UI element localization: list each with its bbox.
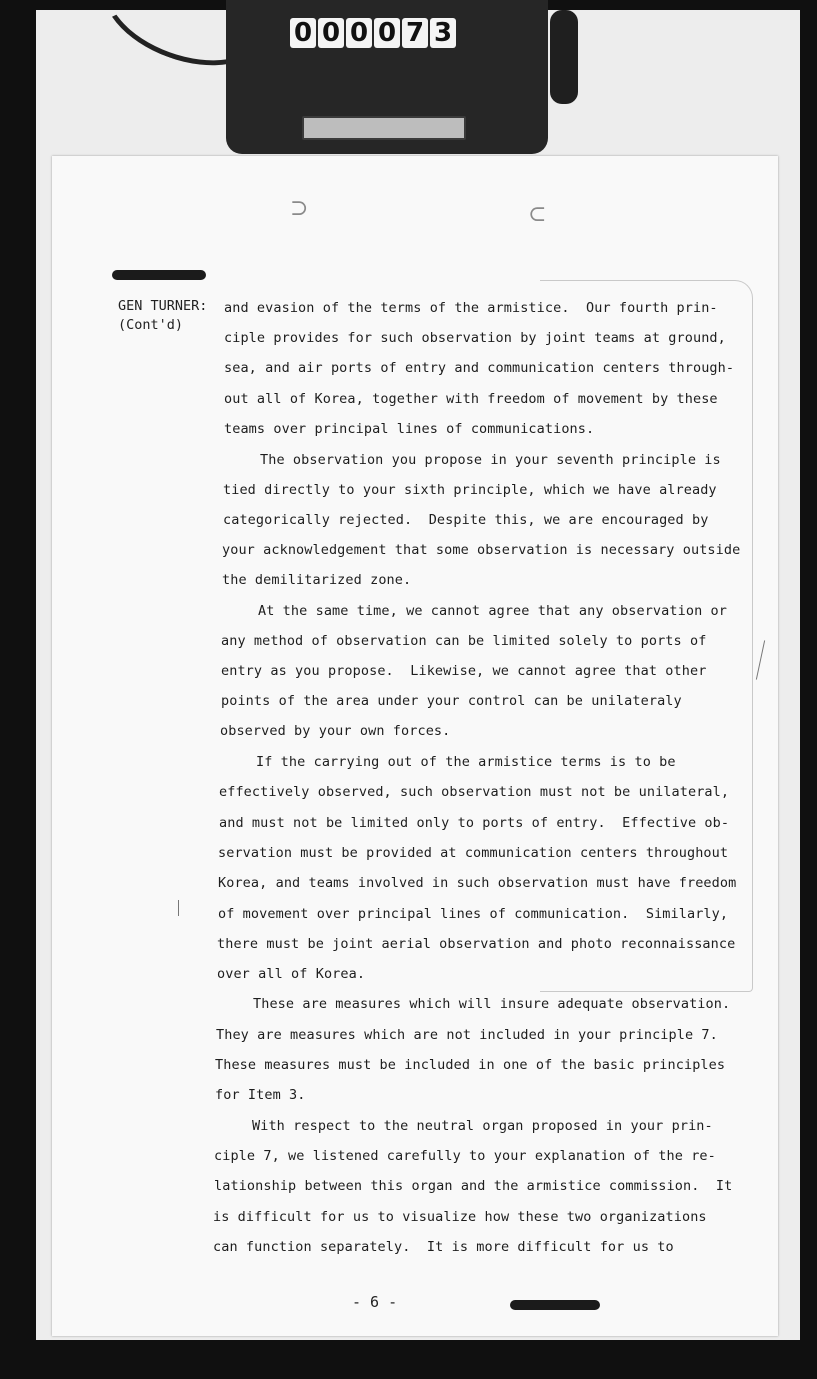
text-line: With respect to the neutral organ proposed in your prin- (252, 1118, 713, 1134)
text-line: your acknowledgement that some observation is necessary outside (222, 542, 741, 558)
text-line: the demilitarized zone. (222, 572, 412, 588)
text-line: is difficult for us to visualize how these two organizations (213, 1209, 707, 1225)
frame-counter (290, 18, 456, 48)
text-line: teams over principal lines of communications. (224, 421, 595, 437)
text-line: At the same time, we cannot agree that any observation or (258, 603, 727, 619)
text-line: They are measures which are not included in your principle 7. (216, 1027, 718, 1043)
counter-digit: 7 (402, 18, 428, 48)
text-line: ciple provides for such observation by joint teams at ground, (224, 330, 726, 346)
text-line: can function separately. It is more difficult for us to (213, 1239, 674, 1255)
counter-digit: 0 (290, 18, 316, 48)
text-line: effectively observed, such observation must not be unilateral, (219, 784, 730, 800)
counter-digit: 0 (346, 18, 372, 48)
text-line: servation must be provided at communication centers throughout (218, 845, 729, 861)
text-line: and evasion of the terms of the armistice. Our fourth prin- (224, 300, 718, 316)
text-line: for Item 3. (215, 1087, 306, 1103)
text-line: and must not be limited only to ports of entry. Effective ob- (219, 815, 730, 831)
text-line: of movement over principal lines of communication. Similarly, (218, 906, 729, 922)
text-line: there must be joint aerial observation and photo reconnaissance (217, 936, 736, 952)
text-line: These are measures which will insure adequate observation. (253, 996, 731, 1012)
text-line: sea, and air ports of entry and communication centers through- (224, 360, 735, 376)
counter-knob (550, 10, 578, 104)
counter-slot (302, 116, 466, 140)
counter-digit: 3 (430, 18, 456, 48)
text-line: out all of Korea, together with freedom of movement by these (224, 391, 718, 407)
redaction-bar (510, 1300, 600, 1310)
page-number: - 6 - (352, 1293, 398, 1311)
counter-digit: 0 (318, 18, 344, 48)
text-line: lationship between this organ and the armistice commission. It (214, 1178, 733, 1194)
counter-digit: 0 (374, 18, 400, 48)
text-line: points of the area under your control can be unilateraly (221, 693, 682, 709)
text-line: These measures must be included in one of the basic principles (215, 1057, 726, 1073)
margin-pencil-mark (178, 900, 179, 916)
speaker-label (118, 297, 207, 335)
text-line: any method of observation can be limited solely to ports of (221, 633, 707, 649)
text-line: Korea, and teams involved in such observation must have freedom (218, 875, 737, 891)
speaker-continued: (Cont'd) (118, 317, 184, 333)
text-line: The observation you propose in your seventh principle is (260, 452, 721, 468)
text-line: entry as you propose. Likewise, we cannot agree that other (221, 663, 707, 679)
redaction-bar (112, 270, 206, 280)
text-line: tied directly to your sixth principle, which we have already (223, 482, 717, 498)
punch-hole-mark: ⊃ (290, 196, 309, 221)
text-line: over all of Korea. (217, 966, 366, 982)
text-line: ciple 7, we listened carefully to your explanation of the re- (214, 1148, 716, 1164)
text-line: If the carrying out of the armistice terms is to be (256, 754, 676, 770)
text-line: categorically rejected. Despite this, we are encouraged by (223, 512, 709, 528)
punch-hole-mark: ⊂ (528, 202, 547, 227)
speaker-name: GEN TURNER: (118, 298, 208, 314)
text-line: observed by your own forces. (220, 723, 451, 739)
